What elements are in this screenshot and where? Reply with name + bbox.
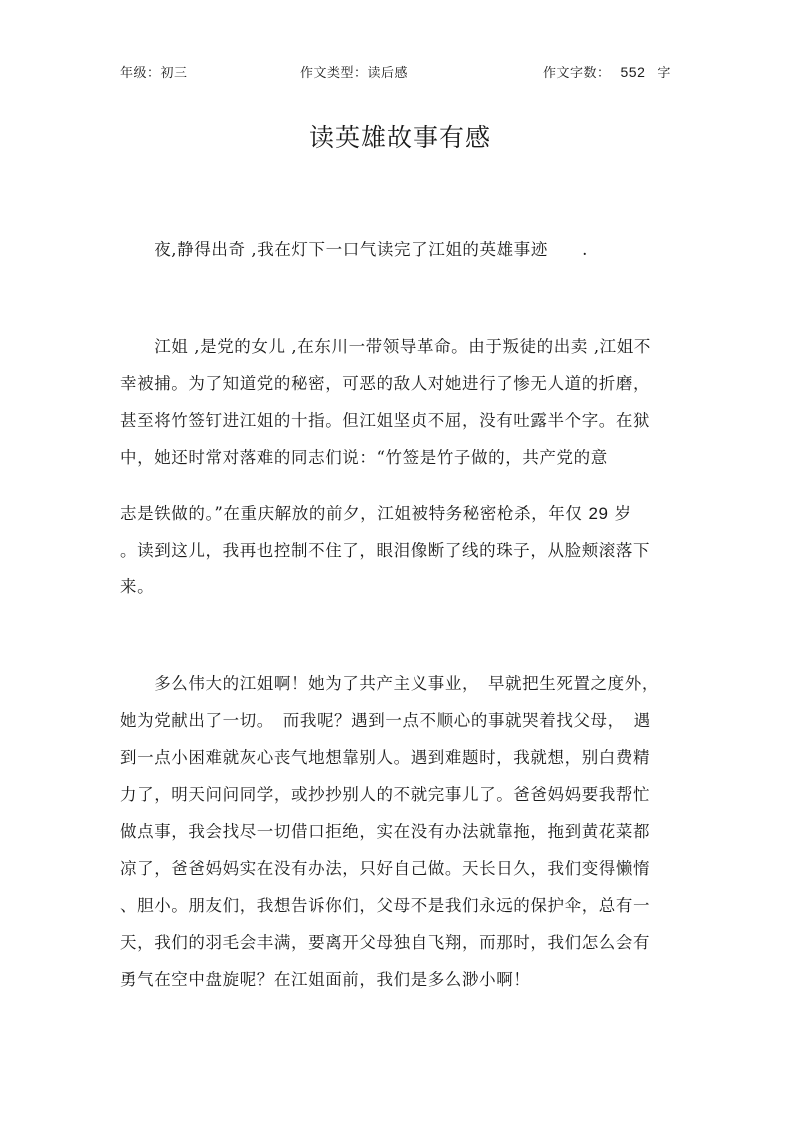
paragraph-4-line-9: 勇气在空中盘旋呢？在江姐面前，我们是多么渺小啊！ bbox=[120, 970, 531, 989]
paragraph-3-line-3: 来。 bbox=[120, 577, 155, 596]
paragraph-3-line-1-text: 志是铁做的。”在重庆解放的前夕，江姐被特务秘密枪杀，年仅 bbox=[120, 504, 583, 523]
word-count-value: 552 bbox=[620, 64, 646, 80]
age-value: 29 bbox=[588, 504, 609, 523]
word-count-prefix: 作文字数： bbox=[543, 66, 611, 81]
essay-title: 读英雄故事有感 bbox=[308, 123, 491, 152]
age-unit: 岁 bbox=[614, 504, 632, 523]
essay-type-label: 作文类型：读后感 bbox=[300, 66, 409, 81]
word-count-label bbox=[543, 62, 671, 81]
paragraph-2-line-4: 中，她还时常对落难的同志们说：“竹签是竹子做的，共产党的意 bbox=[120, 448, 608, 467]
paragraph-4-line-3: 到一点小困难就灰心丧气地想靠别人。遇到难题时，我就想，别白费精 bbox=[120, 748, 651, 767]
paragraph-2-line-1: 江姐 ,是党的女儿 ,在东川一带领导革命。由于叛徒的出卖 ,江姐不 bbox=[120, 337, 651, 356]
paragraph-3-line-1 bbox=[120, 500, 632, 524]
paragraph-2-line-3: 甚至将竹签钉进江姐的十指。但江姐坚贞不屈，没有吐露半个字。在狱 bbox=[120, 411, 651, 430]
paragraph-4-line-5: 做点事，我会找尽一切借口拒绝，实在没有办法就靠拖，拖到黄花菜都 bbox=[120, 822, 651, 841]
paragraph-4-line-7: 、胆小。朋友们，我想告诉你们，父母不是我们永远的保护伞，总有一 bbox=[120, 896, 651, 915]
paragraph-2-line-2: 幸被捕。为了知道党的秘密，可恶的敌人对她进行了惨无人道的折磨， bbox=[120, 374, 651, 393]
paragraph-4-line-6: 凉了，爸爸妈妈实在没有办法，只好自己做。天长日久，我们变得懒惰 bbox=[120, 859, 651, 878]
word-count-unit: 字 bbox=[657, 66, 671, 81]
paragraph-4-line-8: 天，我们的羽毛会丰满，要离开父母独自飞翔，而那时，我们怎么会有 bbox=[120, 933, 651, 952]
paragraph-1-line-1: 夜,静得出奇 ,我在灯下一口气读完了江姐的英雄事迹 . bbox=[120, 240, 588, 259]
paragraph-4-line-2: 她为党献出了一切。 而我呢？遇到一点不顺心的事就哭着找父母， 遇 bbox=[120, 711, 651, 730]
paragraph-4-line-4: 力了，明天问问同学，或抄抄别人的不就完事儿了。爸爸妈妈要我帮忙 bbox=[120, 785, 651, 804]
paragraph-3-line-2: 。读到这儿，我再也控制不住了，眼泪像断了线的珠子，从脸颊滚落下 bbox=[120, 541, 651, 560]
paragraph-4-line-1: 多么伟大的江姐啊！她为了共产主义事业， 早就把生死置之度外， bbox=[120, 674, 659, 693]
grade-label: 年级：初三 bbox=[120, 66, 188, 81]
